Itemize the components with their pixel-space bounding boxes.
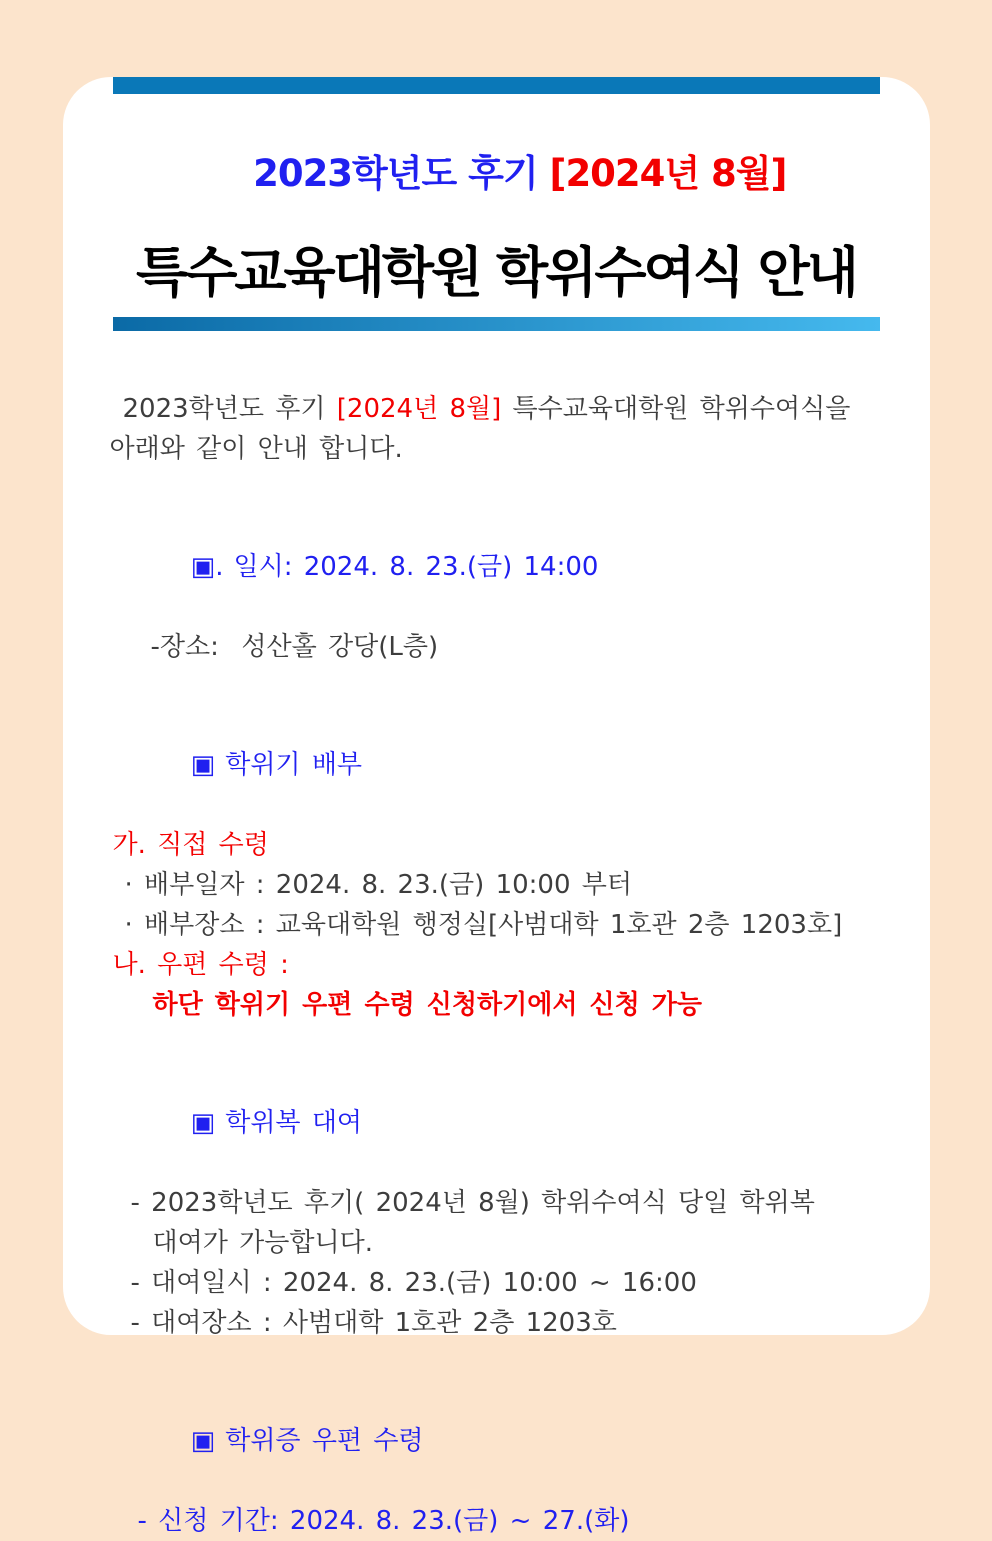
subtitle-year-term-text: 2023학년도 후기 <box>253 152 550 195</box>
section-heading: 학위증 우편 수령 <box>225 1426 424 1456</box>
detail-line-apply-period: - 신청 기간: 2024. 8. 23.(금) ~ 27.(화) <box>137 1506 630 1536</box>
intro-text-highlight: [2024년 8월] <box>336 394 502 424</box>
intro-text-after: 특수교육대학원 학위수여식을 <box>501 394 851 424</box>
announcement-body <box>63 331 930 1541</box>
intro-line-1 <box>101 389 900 429</box>
section-heading: 학위복 대여 <box>225 1108 363 1138</box>
detail-line-pickup-direct: 가. 직접 수령 <box>112 830 269 860</box>
section-diploma-distribution <box>101 705 900 1025</box>
subtitle-month-text: [2024년 8월] <box>549 152 787 195</box>
section-heading-line <box>101 507 900 627</box>
detail-line-pickup-mail: 나. 우편 수령 : <box>112 950 289 980</box>
page-title: 특수교육대학원 학위수여식 안내 <box>136 241 856 304</box>
square-bullet-icon: ▣ <box>190 1426 216 1456</box>
section-datetime <box>101 507 900 667</box>
detail-line-rental-place: - 대여장소 : 사범대학 1호관 2층 1203호 <box>130 1308 617 1338</box>
detail-line-rental-info-1: - 2023학년도 후기( 2024년 8월) 학위수여식 당일 학위복 <box>130 1188 815 1218</box>
detail-line-place: -장소: 성산홀 강당(L층) <box>150 632 439 662</box>
detail-line-dist-place: · 배부장소 : 교육대학원 행정실[사범대학 1호관 2층 1203호] <box>124 910 843 940</box>
header-gradient-bar <box>113 317 880 331</box>
detail-line-dist-date: · 배부일자 : 2024. 8. 23.(금) 10:00 부터 <box>124 870 632 900</box>
detail-line-mail-apply: 하단 학위기 우편 수령 신청하기에서 신청 가능 <box>152 990 703 1020</box>
intro-paragraph <box>101 389 900 469</box>
announcement-card <box>63 77 930 1536</box>
square-bullet-icon: ▣ <box>190 750 216 780</box>
section-heading-line <box>101 705 900 825</box>
section-heading: 일시: 2024. 8. 23.(금) 14:00 <box>233 552 599 582</box>
intro-line-2: 아래와 같이 안내 합니다. <box>109 434 403 464</box>
section-heading: 학위기 배부 <box>225 750 363 780</box>
header-top-bar <box>113 77 880 94</box>
section-diploma-mail <box>101 1381 900 1541</box>
square-bullet-icon: ▣. <box>190 552 224 582</box>
detail-line-rental-info-2: 대여가 가능합니다. <box>152 1228 373 1258</box>
detail-line-rental-time: - 대여일시 : 2024. 8. 23.(금) 10:00 ~ 16:00 <box>130 1268 697 1298</box>
section-gown-rental <box>101 1063 900 1343</box>
section-heading-line <box>101 1381 900 1501</box>
header-subtitle <box>63 108 930 240</box>
section-heading-line <box>101 1063 900 1183</box>
square-bullet-icon: ▣ <box>190 1108 216 1138</box>
intro-text-before: 2023학년도 후기 <box>122 394 337 424</box>
